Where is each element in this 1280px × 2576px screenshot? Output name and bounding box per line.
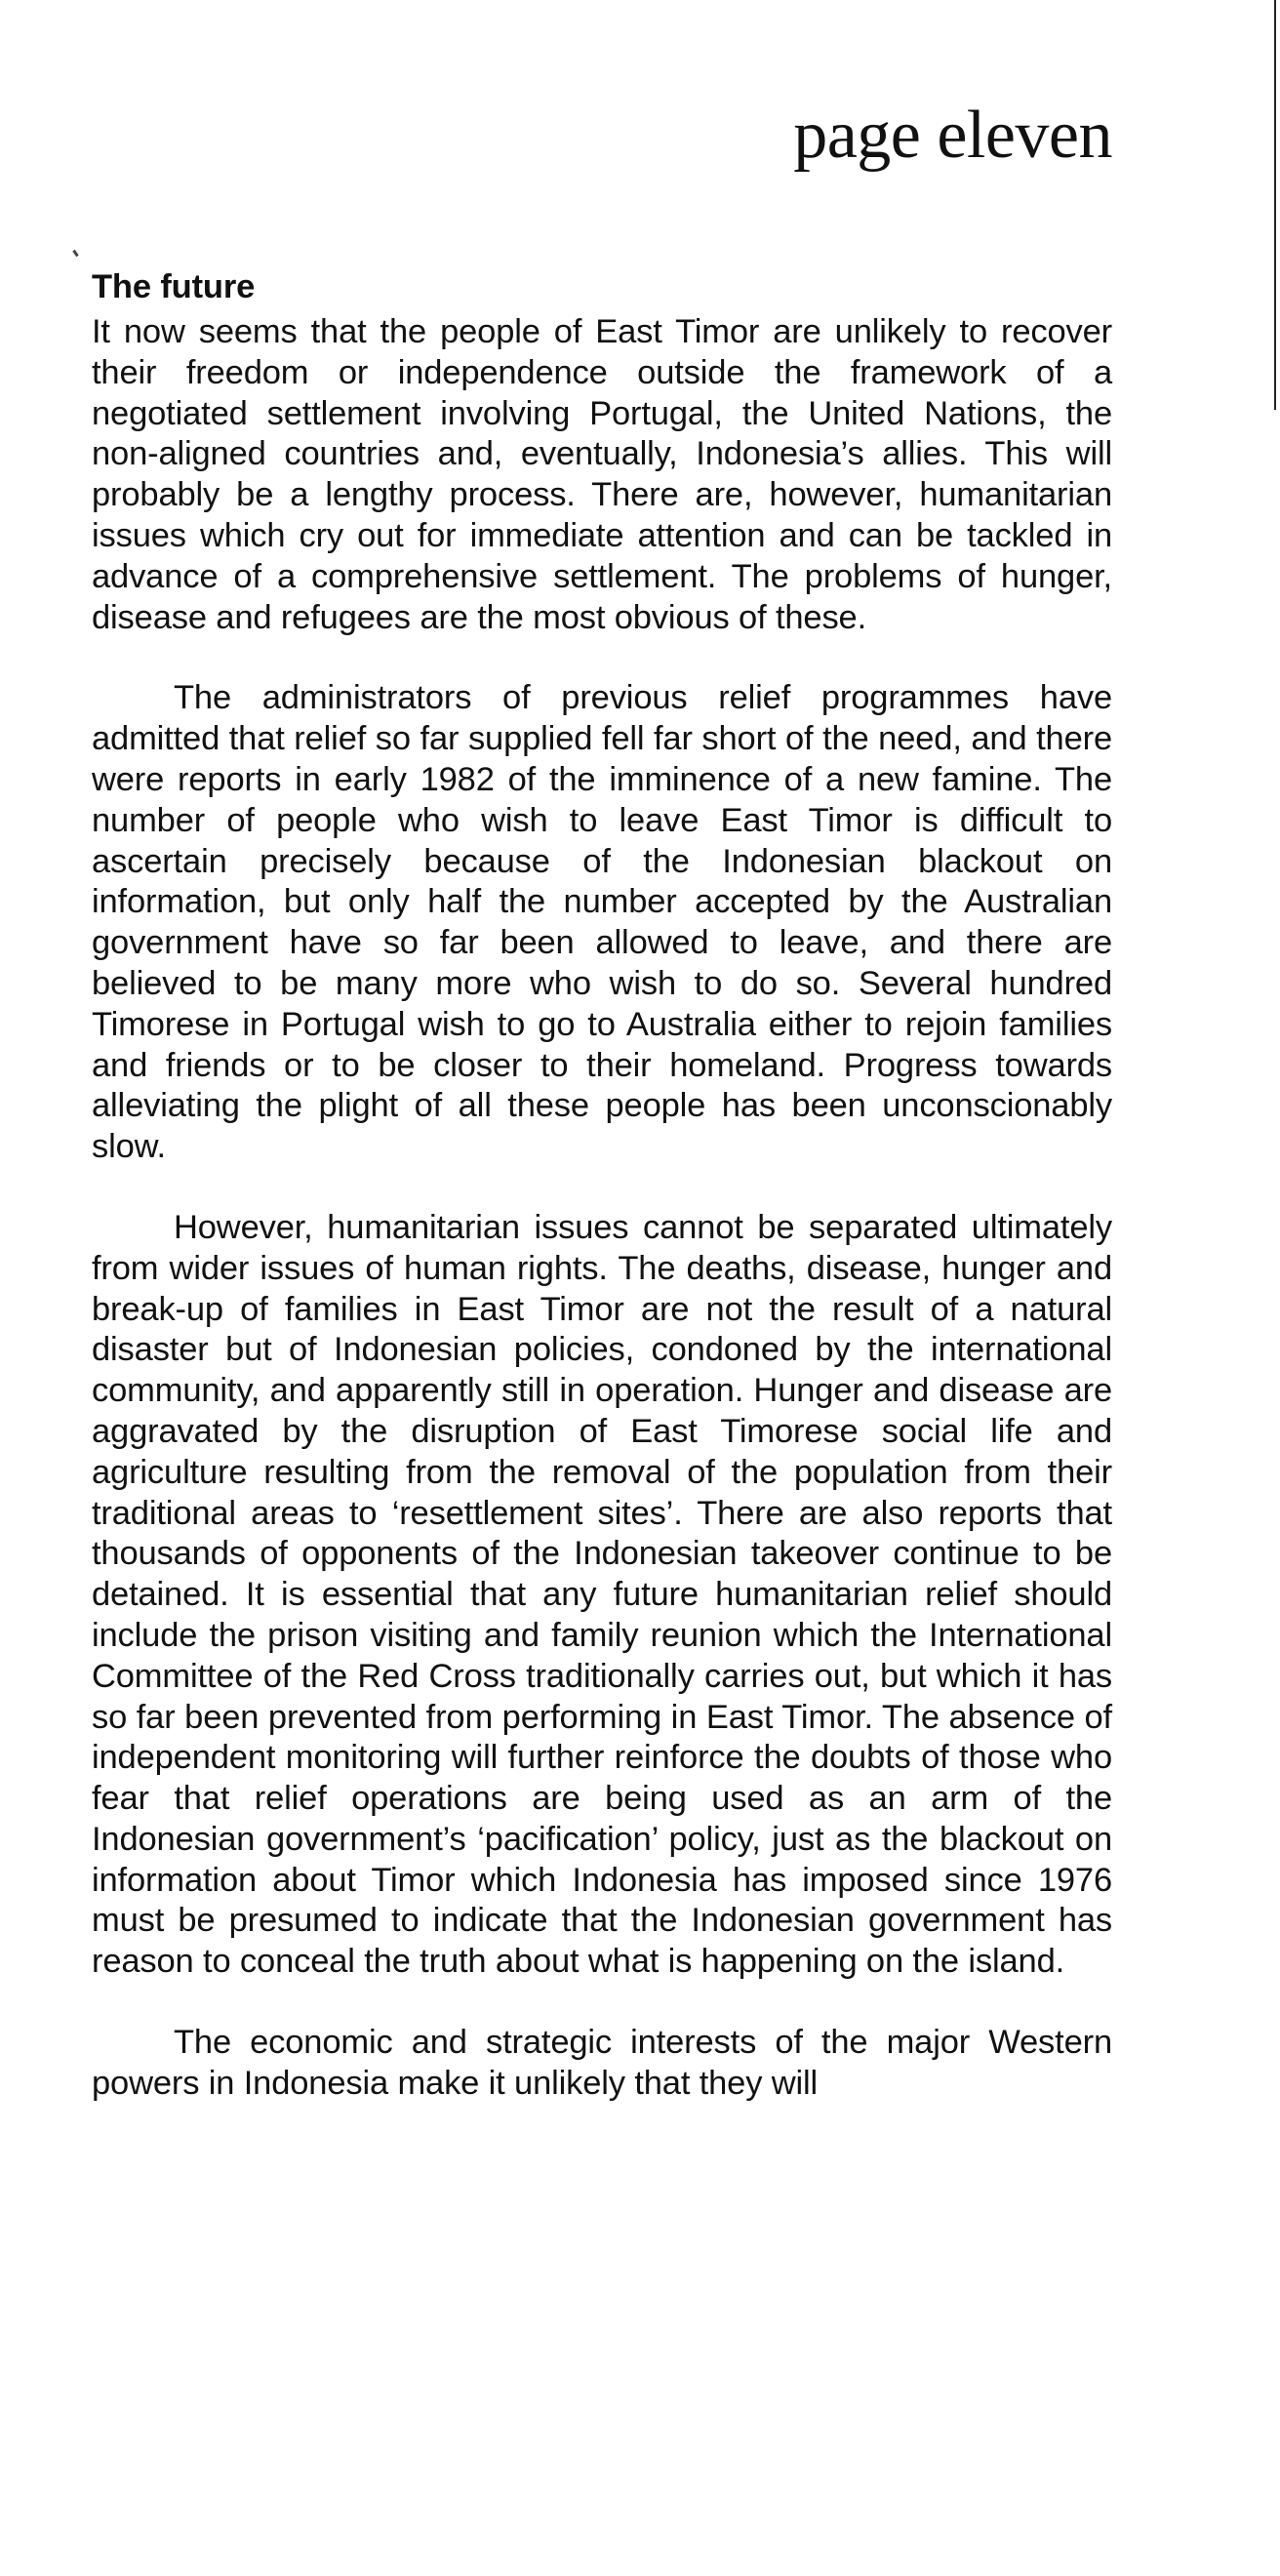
page-title: page eleven [793, 98, 1112, 173]
scan-edge-line [1274, 0, 1276, 410]
section-heading: The future [92, 268, 256, 305]
paragraph-4: The economic and strategic interests of the major Western powers in Indonesia make it unlikely that they will [92, 2024, 1112, 2102]
paragraph-2: The administrators of previous relief programmes have admitted that relief so far supplied fell far short of the need, and there were reports in early 1982 of the imminence of a new famine. The number of people who wish to leave East Timor is difficult to ascertain precisely because of the Indonesian blackout on information, but only half the number accepted by the Australian government have so far been allowed to leave, and there are believed to be many more who wish to do so. Several hundred Timorese in Portugal wish to go to Australia either to rejoin families and friends or to be closer to their homeland. Progress towards alleviating the plight of all these people has been unconscionably slow. [92, 679, 1112, 1166]
article-body [92, 262, 1112, 2145]
paragraph-3: However, humanitarian issues cannot be separated ultimately from wider issues of human rights. The deaths, disease, hunger and break-up of families in East Timor are not the result of a natural disaster but of Indonesian policies, condoned by the international community, and apparently still in operation. Hunger and disease are aggravated by the disruption of East Timorese social life and agriculture resulting from the removal of the population from their traditional areas to ‘resettlement sites’. There are also reports that thousands of opponents of the Indonesian takeover continue to be detained. It is essential that any future humanitarian relief should include the prison visiting and family reunion which the International Committee of the Red Cross traditionally carries out, but which it has so far been prevented from performing in East Timor. The absence of independent monitoring will further reinforce the doubts of those who fear that relief operations are being used as an arm of the Indonesian government’s ‘pacification’ policy, just as the blackout on information about Timor which Indonesia has imposed since 1976 must be presumed to indicate that the Indonesian government has reason to conceal the truth about what is happening on the island. [92, 1208, 1112, 1981]
scan-mark [72, 250, 78, 257]
paragraph-1: It now seems that the people of East Timor are unlikely to recover their freedom or independence outside the framework of a negotiated settlement involving Portugal, the United Nations, the non-aligned countries and, eventually, Indonesia’s allies. This will probably be a lengthy process. There are, however, humanitarian issues which cry out for immediate attention and can be tackled in advance of a comprehensive settlement. The problems of hunger, disease and refugees are the most obvious of these. [92, 313, 1112, 636]
